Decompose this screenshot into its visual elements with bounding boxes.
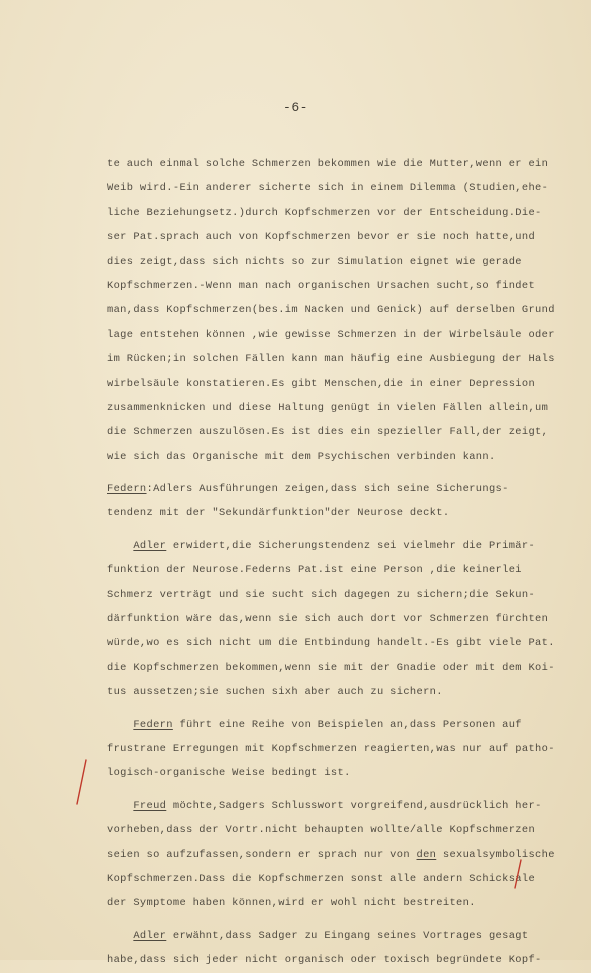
text-line [107,420,587,444]
text-line [107,176,587,200]
line-text: dies zeigt,dass sich nichts so zur Simulation eignet wie gerade [107,255,522,268]
line-text: därfunktion wäre das,wenn sie sich auch dort vor Schmerzen fürchten [107,613,549,626]
line-text: im Rücken;in solchen Fällen kann man häufig eine Ausbiegung der Hals [107,353,555,366]
document-body [107,152,587,973]
underlined-name: den [416,848,437,861]
line-text: wirbelsäule konstatieren.Es gibt Menschen,die in einer Depression [107,377,536,390]
underlined-name: Adler [133,929,167,942]
line-text: liche Beziehungsetz.)durch Kopfschmerzen vor der Entscheidung.Die- [107,206,542,219]
underlined-name: Adler [133,539,167,552]
line-text [107,719,133,731]
line-text: lage entstehen können ,wie gewisse Schmerzen in der Wirbelsäule oder [107,328,555,341]
line-text: seien so aufzufassen,sondern er sprach nur von [107,848,417,861]
text-line [107,396,587,420]
text-line [107,891,587,915]
text-line [107,347,587,371]
line-text: möchte,Sadgers Schlusswort vorgreifend,ausdrücklich her- [166,799,542,812]
line-text [107,930,133,942]
line-text: erwidert,die Sicherungstendenz sei vielmehr die Primär- [166,539,536,552]
red-pencil-mark-left [72,758,92,806]
text-line [107,607,587,631]
line-text: tus aussetzen;sie suchen sixh aber auch zu sichern. [107,686,443,699]
text-line [107,713,587,737]
text-line [107,477,587,501]
line-text [107,800,133,812]
line-text: frustrane Erregungen mit Kopfschmerzen reagierten,was nur auf patho- [107,742,555,755]
line-text: Kopfschmerzen.-Wenn man nach organischen Ursachen sucht,so findet [107,279,536,292]
text-line [107,818,587,842]
text-line [107,501,587,525]
line-text: tendenz mit der "Sekundärfunktion"der Neurose deckt. [107,507,450,520]
text-line [107,250,587,274]
text-line [107,583,587,607]
underlined-name: Federn [107,483,147,496]
text-line [107,737,587,761]
line-text: führt eine Reihe von Beispielen an,dass Personen auf [172,718,522,731]
line-text: te auch einmal solche Schmerzen bekommen wie die Mutter,wenn er ein [107,158,549,170]
line-text [107,540,133,552]
text-line [107,948,587,972]
text-line [107,761,587,785]
line-text: man,dass Kopfschmerzen(bes.im Nacken und Genick) auf derselben Grund [107,304,555,317]
line-text: Weib wird.-Ein anderer sicherte sich in einem Dilemma (Studien,ehe- [107,182,549,195]
text-line [107,534,587,558]
line-text: vorheben,dass der Vortr.nicht behaupten wollte/alle Kopfschmerzen [107,824,536,837]
line-text: ser Pat.sprach auch von Kopfschmerzen bevor er sie noch hatte,und [107,231,536,244]
text-line [107,558,587,582]
line-text: habe,dass sich jeder nicht organisch oder toxisch begründete Kopf- [107,954,542,967]
underlined-name: Federn [133,718,173,731]
line-text: die Kopfschmerzen bekommen,wenn sie mit der Gnadie oder mit dem Koi- [107,661,555,674]
line-text: sexualsymbolische [436,848,555,861]
line-text: Schmerz verträgt und sie sucht sich dagegen zu sichern;die Sekun- [107,588,536,601]
text-line [107,274,587,298]
text-line [107,631,587,655]
text-line [107,152,587,176]
line-text: funktion der Neurose.Federns Pat.ist eine Person ,die keinerlei [107,564,522,577]
line-text: der Symptome haben können,wird er wohl nicht bestreiten. [107,897,476,910]
underlined-name: Freud [133,799,167,812]
line-text: Kopfschmerzen.Dass die Kopfschmerzen sonst alle andern Schicksale [107,872,536,885]
line-text: erwähnt,dass Sadger zu Eingang seines Vortrages gesagt [166,929,529,942]
line-text: :Adlers Ausführungen zeigen,dass sich seine Sicherungs- [146,483,509,496]
page-number: -6- [283,100,308,115]
text-line [107,201,587,225]
text-line [107,680,587,704]
line-text: wie sich das Organische mit dem Psychischen verbinden kann. [107,450,496,463]
line-text: zusammenknicken und diese Haltung genügt in vielen Fällen allein,um [107,401,549,414]
line-text: logisch-organische Weise bedingt ist. [107,767,351,780]
text-line [107,794,587,818]
text-line [107,298,587,322]
text-line [107,372,587,396]
line-text: die Schmerzen auszulösen.Es ist dies ein spezieller Fall,der zeigt, [107,426,549,439]
red-pencil-mark-right [510,858,526,890]
text-line [107,445,587,469]
line-text: würde,wo es sich nicht um die Entbindung handelt.-Es gibt viele Pat. [107,637,555,650]
text-line [107,225,587,249]
text-line [107,924,587,948]
text-line [107,323,587,347]
text-line [107,656,587,680]
